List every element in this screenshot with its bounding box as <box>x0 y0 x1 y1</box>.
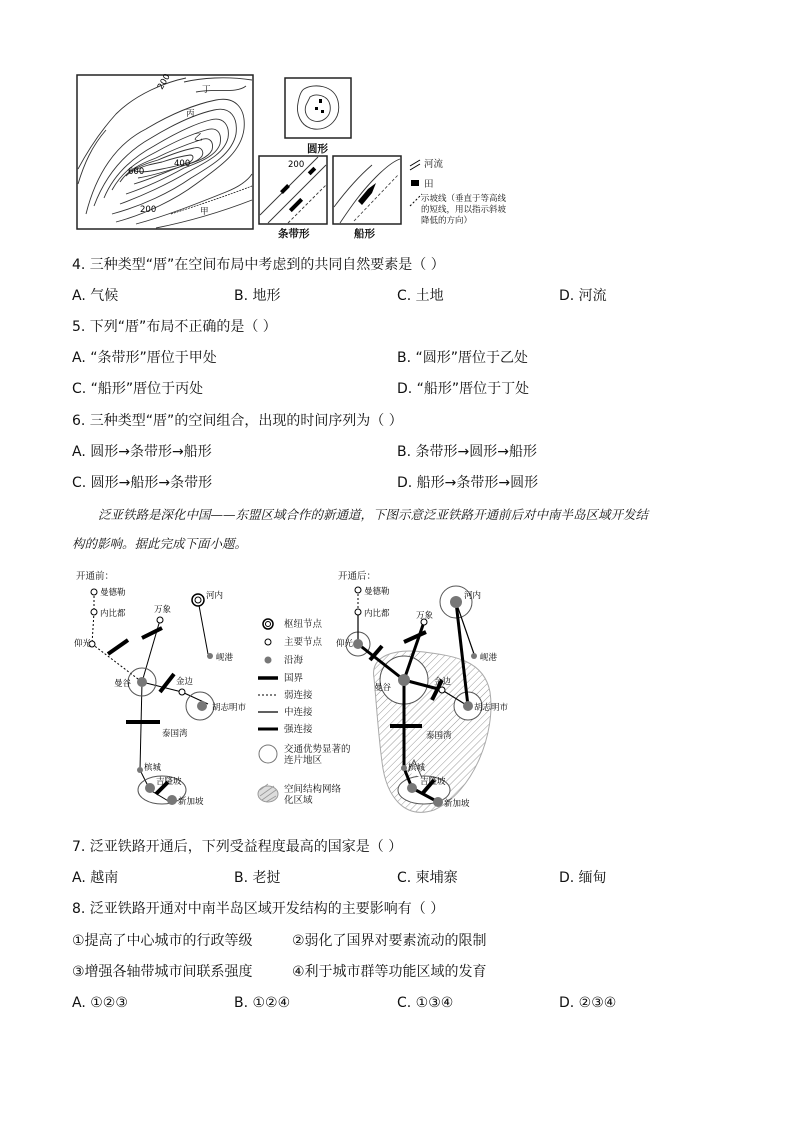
point-yi: 乙 <box>194 133 203 143</box>
q4-option-b[interactable]: B. 地形 <box>234 288 281 304</box>
map-after <box>334 582 509 814</box>
contour-label-200-top: 200 <box>155 72 173 92</box>
before-label-bangkok: 曼谷 <box>114 679 132 689</box>
before-label-penang: 槟城 <box>144 763 162 773</box>
intro-line-1: 泛亚铁路是深化中国——东盟区域合作的新通道，下图示意泛亚铁路开通前后对中南半岛区域开发结 <box>98 507 649 522</box>
q6-option-c[interactable]: C. 圆形→船形→条带形 <box>72 475 213 491</box>
q7-option-b[interactable]: B. 老挝 <box>234 870 281 886</box>
legend-field: 田 <box>424 179 434 190</box>
before-label-yangon: 仰光 <box>74 639 92 649</box>
q8-option-a[interactable]: A. ①②③ <box>72 995 128 1011</box>
round-type-panel <box>284 77 352 139</box>
after-title: 开通后： <box>338 571 377 582</box>
after-label-penang: 槟城 <box>408 763 426 773</box>
after-label-hcmc: 胡志明市 <box>474 703 509 713</box>
q7-option-a[interactable]: A. 越南 <box>72 870 119 886</box>
before-label-hcmc: 胡志明市 <box>212 703 247 713</box>
q8-option-b[interactable]: B. ①②④ <box>234 995 291 1011</box>
legend-weak: 弱连接 <box>284 690 313 701</box>
q4-option-c[interactable]: C. 土地 <box>397 288 444 304</box>
intro-line-2: 构的影响。据此完成下面小题。 <box>72 536 248 551</box>
q8-item-1: ①提高了中心城市的行政等级 <box>72 933 253 949</box>
after-label-bangkok: 曼谷 <box>374 683 392 693</box>
legend-zone: 交通优势显著的连片地区 <box>284 744 351 766</box>
before-label-hanoi: 河内 <box>206 591 224 601</box>
q8-option-d[interactable]: D. ②③④ <box>559 995 617 1011</box>
after-label-kl: 吉隆坡 <box>420 777 446 787</box>
point-bing: 丙 <box>186 109 195 119</box>
q7-stem: 7. 泛亚铁路开通后，下列受益程度最高的国家是（ ） <box>72 839 403 855</box>
after-label-phnompenh: 金边 <box>434 677 452 687</box>
before-label-phnompenh: 金边 <box>176 677 194 687</box>
q6-option-d[interactable]: D. 船形→条带形→圆形 <box>397 475 539 491</box>
q5-stem: 5. 下列“厝”布局不正确的是（ ） <box>72 319 277 335</box>
map-legend-symbols <box>256 618 282 814</box>
legend-network: 空间结构网络化区域 <box>284 784 342 806</box>
q5-option-a[interactable]: A. “条带形”厝位于甲处 <box>72 350 217 366</box>
q6-stem: 6. 三种类型“厝”的空间组合，出现的时间序列为（ ） <box>72 413 403 429</box>
after-label-gulf: 泰国湾 <box>426 731 452 741</box>
q8-option-c[interactable]: C. ①③④ <box>397 995 454 1011</box>
after-label-singapore: 新加坡 <box>444 799 470 809</box>
strip-contour-label: 200 <box>288 160 305 170</box>
contour-label-400: 400 <box>174 159 191 169</box>
before-label-gulf: 泰国湾 <box>162 729 188 739</box>
legend-hub: 枢纽节点 <box>284 619 323 630</box>
after-label-naypyidaw: 内比都 <box>364 609 390 619</box>
q8-item-2: ②弱化了国界对要素流动的限制 <box>292 933 487 949</box>
round-type-label: 圆形 <box>307 143 328 155</box>
legend-line-desc: 示坡线（垂直于等高线的短线，用以指示斜坡降低的方向） <box>421 194 507 226</box>
before-label-naypyidaw: 内比都 <box>100 609 126 619</box>
contour-label-600: 600 <box>128 167 145 177</box>
q4-stem: 4. 三种类型“厝”在空间布局中考虑到的共同自然要素是（ ） <box>72 257 445 273</box>
q4-option-a[interactable]: A. 气候 <box>72 288 119 304</box>
legend-main: 主要节点 <box>284 637 323 648</box>
q6-option-a[interactable]: A. 圆形→条带形→船形 <box>72 444 212 460</box>
q4-option-d[interactable]: D. 河流 <box>559 288 607 304</box>
q8-item-3: ③增强各轴带城市间联系强度 <box>72 964 253 980</box>
intro-paragraph <box>72 500 732 558</box>
q8-stem: 8. 泛亚铁路开通对中南半岛区域开发结构的主要影响有（ ） <box>72 901 445 917</box>
before-label-haiphong: 岘港 <box>216 653 234 663</box>
q7-option-d[interactable]: D. 缅甸 <box>559 870 607 886</box>
legend-river: 河流 <box>424 159 444 170</box>
legend-medium: 中连接 <box>284 707 313 718</box>
point-ding: 丁 <box>202 85 211 95</box>
legend-coastal: 沿海 <box>284 655 304 666</box>
legend-border: 国界 <box>284 673 304 684</box>
q6-option-b[interactable]: B. 条带形→圆形→船形 <box>397 444 537 460</box>
after-label-mandalay: 曼德勒 <box>364 587 390 597</box>
strip-type-label: 条带形 <box>278 228 310 240</box>
q5-option-b[interactable]: B. “圆形”厝位于乙处 <box>397 350 529 366</box>
before-title: 开通前： <box>76 571 115 582</box>
q8-item-4: ④利于城市群等功能区域的发育 <box>292 964 487 980</box>
before-label-singapore: 新加坡 <box>178 797 204 807</box>
after-label-vientiane: 万象 <box>416 611 434 621</box>
after-label-yangon: 仰光 <box>336 639 354 649</box>
before-label-vientiane: 万象 <box>154 605 172 615</box>
after-label-haiphong: 岘港 <box>480 653 498 663</box>
q5-option-d[interactable]: D. “船形”厝位于丁处 <box>397 381 530 397</box>
legend-strong: 强连接 <box>284 724 313 735</box>
q7-option-c[interactable]: C. 柬埔寨 <box>397 870 458 886</box>
strip-type-panel <box>258 155 328 225</box>
map-before <box>70 582 250 814</box>
boat-type-panel <box>332 155 402 225</box>
q5-option-c[interactable]: C. “船形”厝位于丙处 <box>72 381 204 397</box>
point-jia: 甲 <box>200 207 209 217</box>
before-label-kl: 吉隆坡 <box>156 777 182 787</box>
before-label-mandalay: 曼德勒 <box>100 588 126 598</box>
after-label-hanoi: 河内 <box>464 591 482 601</box>
boat-type-label: 船形 <box>354 228 375 240</box>
contour-map <box>76 74 254 230</box>
contour-label-200-bottom: 200 <box>140 205 157 215</box>
